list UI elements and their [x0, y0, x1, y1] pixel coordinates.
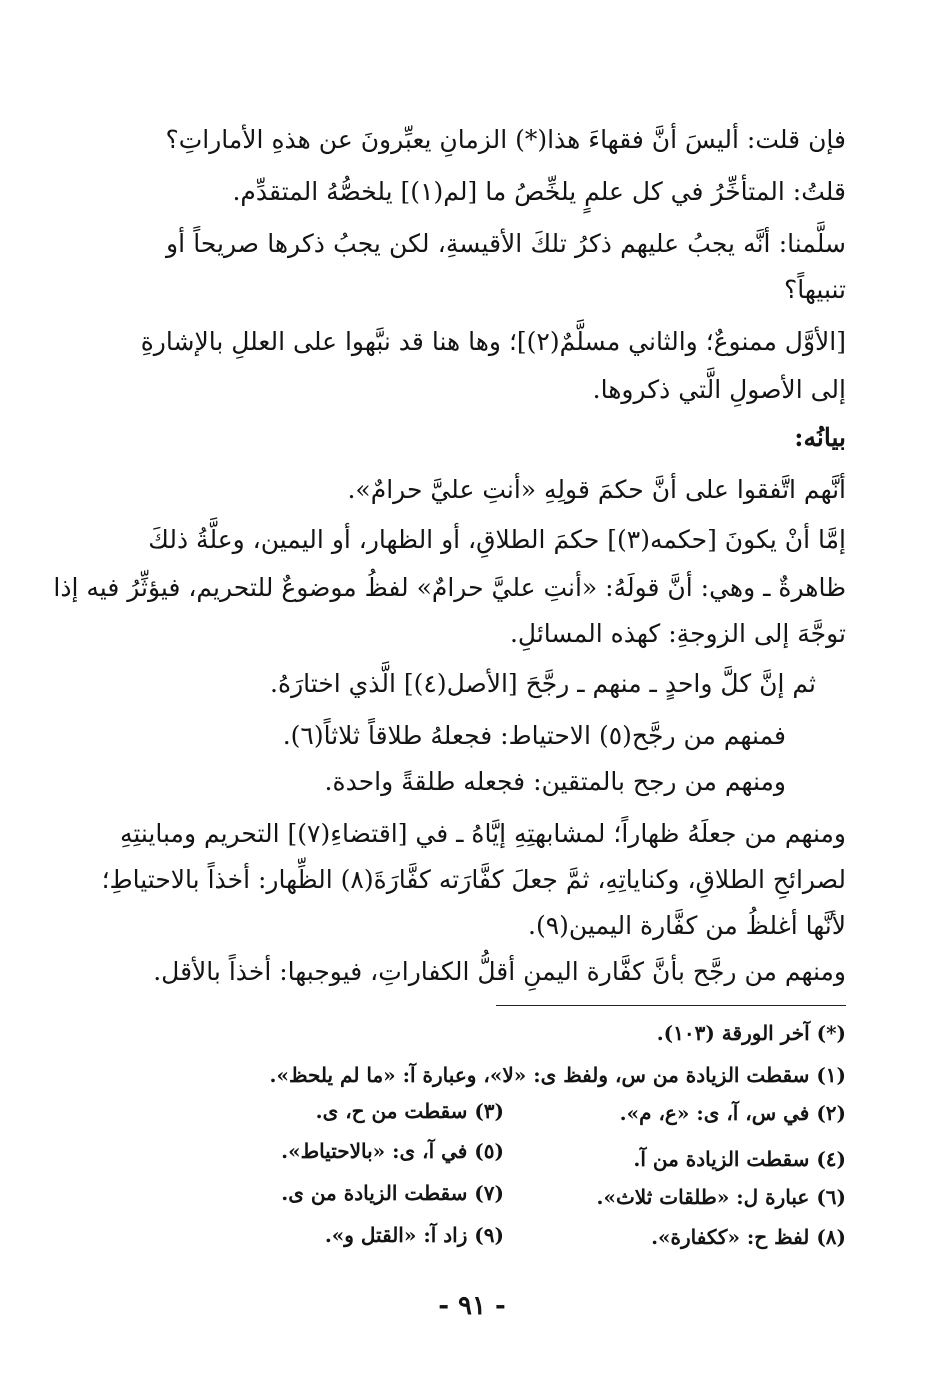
text-line: تنبيهاً؟	[784, 275, 846, 304]
text-line: أنَّهم اتَّفقوا على أنَّ حكمَ قولِهِ «أنتِ عليَّ حرامٌ».	[347, 475, 846, 504]
footnote: (٤) سقطت الزيادة من آ.	[633, 1147, 846, 1171]
text-line: ومنهم من جعلَهُ ظهاراً؛ لمشابهتِهِ إيَّاهُ ـ في [اقتضاءِ(٧)] التحريم ومباينتِهِ	[119, 819, 846, 848]
text-line: قلتُ: المتأخِّرُ في كل علمٍ يلخِّصُ ما [لم(١)] يلخصُّهُ المتقدِّم.	[232, 177, 846, 206]
section-heading: بيانُه:	[794, 423, 846, 452]
footnote: (٨) لفظ ح: «ككفارة».	[651, 1225, 846, 1249]
text-line: توجَّهَ إلى الزوجةِ: كهذه المسائلِ.	[509, 619, 846, 648]
text-line: لأنَّها أغلظُ من كفَّارة اليمين(٩).	[528, 911, 846, 940]
footnote: (٢) في س، آ، ى: «ع، م».	[619, 1101, 846, 1125]
text-line: إمَّا أنْ يكونَ [حكمه(٣)] حكمَ الطلاقِ، أو الظهار، أو اليمين، وعلَّةُ ذلكَ	[148, 525, 846, 554]
text-line: لصرائحِ الطلاقِ، وكناياتِهِ، ثمَّ جعلَ كفَّارَته كفَّارَةَ(٨) الظِّهار: أخذاً بالاحتياطِ؛	[101, 865, 846, 894]
footnote: (٩) زاد آ: «القتل و».	[324, 1223, 504, 1247]
footnote-divider	[496, 1005, 846, 1006]
footnote: (٣) سقطت من ح، ى.	[315, 1099, 504, 1123]
text-line: إلى الأصولِ الَّتي ذكروها.	[592, 375, 846, 404]
text-line: سلَّمنا: أنَّه يجبُ عليهم ذكرُ تلكَ الأقيسةِ، لكن يجبُ ذكرها صريحاً أو	[166, 229, 846, 258]
text-line: ومنهم من رجَّح بأنَّ كفَّارة اليمنِ أقلُّ الكفاراتِ، فيوجبها: أخذاً بالأقل.	[153, 957, 846, 986]
text-line: فمنهم من رجَّح(٥) الاحتياط: فجعلهُ طلاقاً ثلاثاً(٦).	[282, 721, 786, 750]
text-line: ظاهرةٌ ـ وهي: أنَّ قولَهُ: «أنتِ عليَّ حرامٌ» لفظُ موضوعٌ للتحريم، فيؤثِّرُ فيه إذا	[53, 573, 846, 602]
footnote: (١) سقطت الزيادة من س، ولفظ ى: «لا»، وعبارة آ: «ما لم يلحظ».	[269, 1063, 846, 1087]
text-line: ومنهم من رجح بالمتقين: فجعله طلقةً واحدة.	[324, 767, 786, 796]
footnote: (٧) سقطت الزيادة من ى.	[281, 1181, 504, 1205]
text-line: فإن قلت: أليسَ أنَّ فقهاءَ هذا(*) الزمانِ يعبِّرونَ عن هذهِ الأماراتِ؟	[165, 125, 846, 154]
text-line: [الأوَّل ممنوعٌ؛ والثاني مسلَّمٌ(٢)]؛ وها هنا قد نبَّهوا على العللِ بالإشارةِ	[140, 327, 846, 356]
footnote: (٥) في آ، ى: «بالاحتياط».	[281, 1139, 504, 1163]
footnote: (*) آخر الورقة (١٠٣).	[656, 1021, 846, 1045]
page-number: - ٩١ -	[438, 1291, 506, 1321]
footnote: (٦) عبارة ل: «طلقات ثلاث».	[596, 1185, 846, 1209]
text-line: ثم إنَّ كلَّ واحدٍ ـ منهم ـ رجَّحَ [الأصل(٤)] الَّذي اختارَهُ.	[270, 669, 816, 698]
